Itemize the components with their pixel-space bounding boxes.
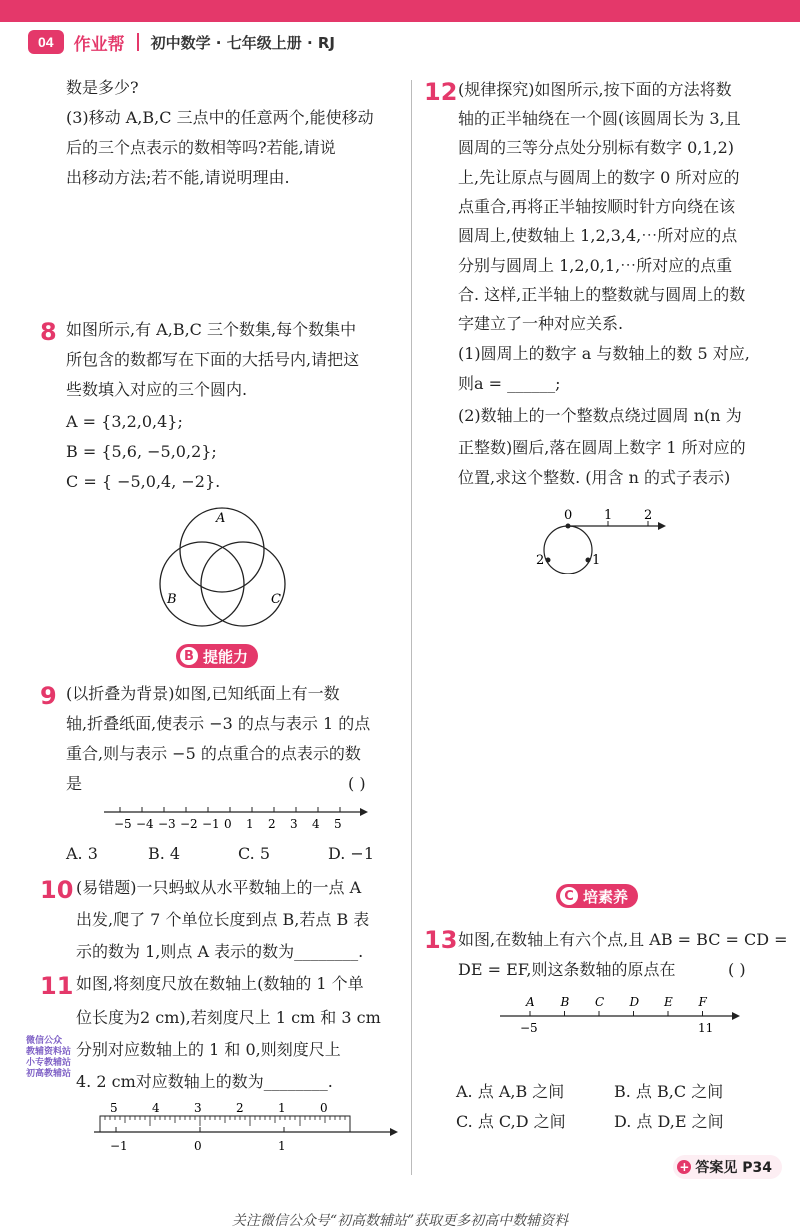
cont-line: (3)移动 A,B,C 三点中的任意两个,能使移动 [66, 108, 374, 127]
tick-label: 0 [224, 817, 232, 831]
q8-line: 些数填入对应的三个圆内. [66, 380, 248, 399]
tick-label: −4 [136, 817, 154, 831]
point-label: A [526, 995, 535, 1009]
axis-label: 0 [194, 1139, 202, 1153]
q12-line: (规律探究)如图所示,按下面的方法将数 [458, 80, 732, 99]
footer-note: 关注微信公众号“初高数辅站”获取更多初高中数辅资料 [231, 1213, 569, 1229]
q10-line: 示的数为 1,则点 A 表示的数为________. [76, 942, 364, 961]
venn-label-c: C [271, 592, 281, 607]
ruler-figure [90, 1098, 410, 1158]
q12-line: 点重合,再将正半轴按顺时针方向绕在该 [458, 197, 736, 216]
q12-line: 正整数)圈后,落在圆周上数字 1 所对应的 [458, 438, 746, 457]
point-label: B [560, 995, 570, 1009]
tick-label: −2 [180, 817, 198, 831]
tick-label: 1 [246, 817, 254, 831]
q8-line: 所包含的数都写在下面的大括号内,请把这 [66, 350, 360, 369]
q11-line: 如图,将刻度尺放在数轴上(数轴的 1 个单 [76, 974, 364, 993]
axis-arrow [658, 522, 666, 530]
q12-line: 圆周上,使数轴上 1,2,3,4,⋯所对应的点 [458, 226, 738, 245]
venn-label-a: A [216, 511, 226, 526]
q11-line: 4. 2 cm对应数轴上的数为________. [76, 1072, 333, 1091]
fig-label: 2 [536, 553, 545, 568]
q12-line: 则a = ______; [458, 374, 561, 393]
q11-line: 位长度为2 cm),若刻度尺上 1 cm 和 3 cm [76, 1008, 381, 1027]
option-d: D. 点 D,E 之间 [614, 1112, 724, 1131]
axis-arrow [732, 1012, 740, 1020]
q13-line: DE = EF,则这条数轴的原点在 [458, 960, 676, 979]
q12-line: (2)数轴上的一个整数点绕过圆周 n(n 为 [458, 406, 742, 425]
q12-line: 上,先让原点与圆周上的数字 0 所对应的 [458, 168, 740, 187]
venn-circle-c [201, 542, 285, 626]
question-number: 9 [40, 682, 57, 710]
fig-label: 1 [592, 553, 601, 568]
q12-line: (1)圆周上的数字 a 与数轴上的数 5 对应, [458, 344, 750, 363]
axis-label: −5 [520, 1021, 538, 1035]
q12-line: 位置,求这个整数. (用含 n 的式子表示) [458, 468, 731, 487]
tick-label: 3 [290, 817, 298, 831]
answer-reference: + 答案见 P34 [673, 1155, 782, 1179]
q11-line: 分别对应数轴上的 1 和 0,则刻度尺上 [76, 1040, 341, 1059]
section-badge-c [556, 884, 638, 908]
option-b: B. 4 [148, 844, 181, 863]
option-b: B. 点 B,C 之间 [614, 1082, 724, 1101]
ruler-label: 2 [236, 1101, 244, 1115]
point-label: F [698, 995, 707, 1009]
q12-line: 分别与圆周上 1,2,0,1,⋯所对应的点重 [458, 256, 733, 275]
cont-line: 数是多少? [66, 78, 139, 97]
axis-label: 11 [698, 1021, 714, 1035]
point-label: D [629, 995, 640, 1009]
set-b: B = {5,6, −5,0,2}; [66, 442, 217, 461]
page-number: 04 [28, 30, 64, 54]
q13-line: 如图,在数轴上有六个点,且 AB = BC = CD = [458, 930, 788, 949]
q9-number-line [98, 804, 370, 840]
page-header [28, 30, 335, 54]
venn-circle-b [160, 542, 244, 626]
column-divider [411, 80, 412, 1175]
option-c: C. 5 [238, 844, 271, 863]
q12-line: 合. 这样,正半轴上的整数就与圆周上的数 [458, 285, 746, 304]
axis-label: −1 [110, 1139, 128, 1153]
section-letter: B [180, 647, 198, 665]
venn-label-b: B [167, 592, 177, 607]
section-badge-b [176, 644, 258, 668]
axis-label: 1 [278, 1139, 286, 1153]
q9-line: 轴,折叠纸面,使表示 −3 的点与表示 1 的点 [66, 714, 371, 733]
q8-line: 如图所示,有 A,B,C 三个数集,每个数集中 [66, 320, 357, 339]
brand-name: 作业帮 [73, 34, 125, 55]
point-label: E [664, 995, 673, 1009]
option-d: D. −1 [328, 844, 375, 863]
cont-line: 出移动方法;若不能,请说明理由. [66, 168, 290, 187]
answer-paren: ( ) [728, 960, 746, 979]
question-number: 12 [424, 78, 458, 106]
option-a: A. 点 A,B 之间 [456, 1082, 565, 1101]
question-number: 13 [424, 926, 458, 954]
fig-label: 1 [604, 508, 613, 523]
wrap-circle [544, 526, 592, 574]
tick-label: −5 [114, 817, 132, 831]
answer-paren: ( ) [348, 774, 366, 793]
q9-line: 是 [66, 774, 83, 793]
section-title: 培素养 [583, 887, 629, 906]
axis-arrow [390, 1128, 398, 1136]
ruler-label: 0 [320, 1101, 328, 1115]
q13-number-line [496, 990, 746, 1036]
q9-line: 重合,则与表示 −5 的点重合的点表示的数 [66, 744, 361, 763]
top-bar [0, 0, 800, 22]
point-label: C [595, 995, 605, 1009]
ruler-label: 4 [152, 1101, 160, 1115]
tick-label: 4 [312, 817, 320, 831]
question-number: 11 [40, 972, 74, 1000]
fig-label: 0 [564, 508, 573, 523]
set-c: C = { −5,0,4, −2}. [66, 472, 221, 491]
cont-line: 后的三个点表示的数相等吗?若能,请说 [66, 138, 336, 157]
watermark: 微信公众 教辅资料站 小专教辅站 初高教辅站 [26, 1036, 72, 1079]
tick-label: 5 [334, 817, 342, 831]
q12-figure [530, 504, 680, 574]
book-title: 初中数学 · 七年级上册 · RJ [150, 33, 335, 52]
q12-line: 轴的正半轴绕在一个圆(该圆周长为 3,且 [458, 109, 741, 128]
option-a: A. 3 [66, 844, 98, 863]
plus-icon: + [679, 1160, 690, 1174]
question-number: 10 [40, 876, 74, 904]
section-title: 提能力 [203, 647, 249, 666]
set-a: A = {3,2,0,4}; [66, 412, 183, 431]
ruler-label: 5 [110, 1101, 118, 1115]
axis-arrow [360, 808, 368, 816]
option-c: C. 点 C,D 之间 [456, 1112, 566, 1131]
ruler-label: 3 [194, 1101, 202, 1115]
tick-label: −1 [202, 817, 220, 831]
ruler-label: 1 [278, 1101, 286, 1115]
header-separator [137, 33, 139, 51]
question-number: 8 [40, 318, 57, 346]
venn-diagram [150, 502, 300, 632]
q9-line: (以折叠为背景)如图,已知纸面上有一数 [66, 684, 340, 703]
tick-label: −3 [158, 817, 176, 831]
q10-line: 出发,爬了 7 个单位长度到点 B,若点 B 表 [76, 910, 370, 929]
tick-label: 2 [268, 817, 276, 831]
q10-line: (易错题)一只蚂蚁从水平数轴上的一点 A [76, 878, 362, 897]
section-letter: C [560, 887, 578, 905]
fig-label: 2 [644, 508, 653, 523]
q12-line: 字建立了一种对应关系. [458, 314, 624, 333]
q12-line: 圆周的三等分点处分别标有数字 0,1,2) [458, 138, 735, 157]
